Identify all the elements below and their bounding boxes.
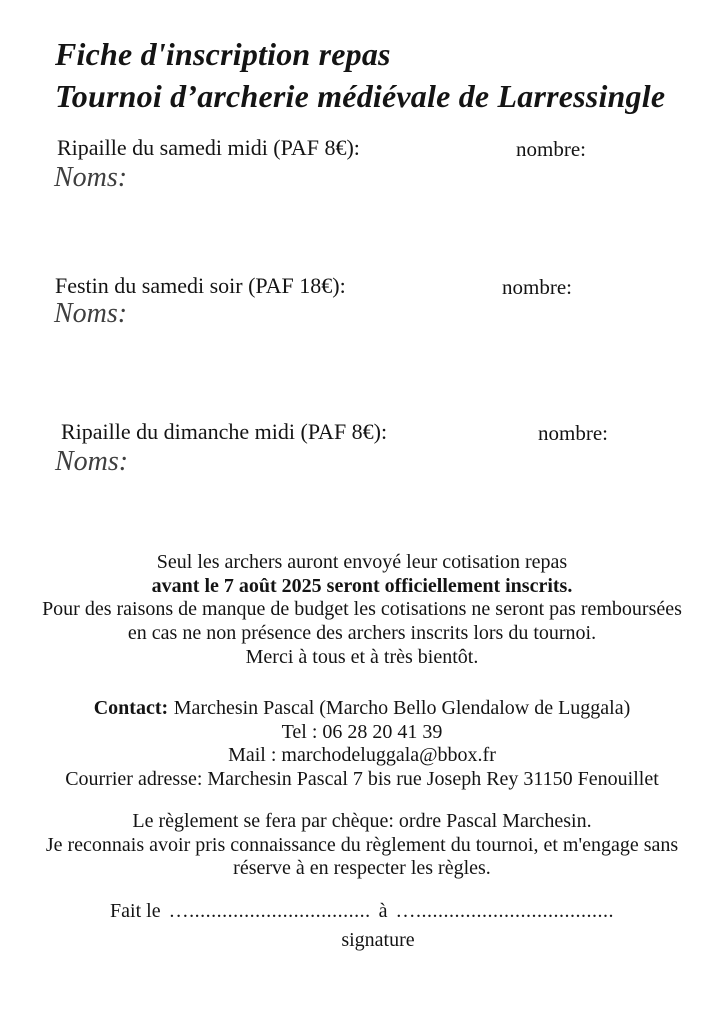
count-write-area[interactable] xyxy=(585,135,700,161)
meal-label: Ripaille du samedi midi (PAF 8€): xyxy=(57,135,360,160)
meal-label: Ripaille du dimanche midi (PAF 8€): xyxy=(61,419,388,444)
names-label: Noms: xyxy=(55,446,129,477)
names-write-area[interactable] xyxy=(132,165,697,243)
count-label: nombre: xyxy=(538,421,608,445)
document-title-line2: Tournoi d’archerie médiévale de Larressingle xyxy=(55,78,666,114)
payment-line-1: Le règlement se fera par chèque: ordre Pascal Marchesin. xyxy=(132,810,592,832)
meal-section-saturday-lunch xyxy=(0,135,724,273)
fait-le-label: Fait le xyxy=(110,900,161,922)
count-write-area[interactable] xyxy=(571,273,686,299)
count-label: nombre: xyxy=(502,275,572,299)
count-label: nombre: xyxy=(516,137,586,161)
names-label: Noms: xyxy=(54,162,128,193)
a-label: à xyxy=(378,900,388,922)
contact-name: Marchesin Pascal (Marcho Bello Glendalow de Luggala) xyxy=(173,697,631,719)
document-title xyxy=(55,33,665,117)
notice-line-2-deadline: avant le 7 août 2025 seront officiellement inscrits. xyxy=(151,574,573,597)
notice-line-1: Seul les archers auront envoyé leur cotisation repas xyxy=(156,551,568,573)
document-title-line1: Fiche d'inscription repas xyxy=(55,36,391,72)
payment-line-2: Je reconnais avoir pris connaissance du règlement du tournoi, et m'engage sans xyxy=(45,833,679,856)
names-write-area[interactable] xyxy=(132,303,697,381)
count-write-area[interactable] xyxy=(607,419,722,445)
signature-caption: signature xyxy=(341,929,415,951)
contact-line xyxy=(0,697,724,721)
meal-label: Festin du samedi soir (PAF 18€): xyxy=(55,273,346,298)
contact-label: Contact: xyxy=(93,697,169,719)
contact-email: Mail : marchodeluggala@bbox.fr xyxy=(228,744,496,767)
contact-postal-address: Courrier adresse: Marchesin Pascal 7 bis rue Joseph Rey 31150 Fenouillet xyxy=(65,768,659,791)
notice-line-4: en cas ne non présence des archers inscrits lors du tournoi. xyxy=(127,622,597,645)
meal-section-saturday-dinner xyxy=(0,273,724,419)
signature-write-area[interactable] xyxy=(250,955,510,1015)
contact-phone: Tel : 06 28 20 41 39 xyxy=(281,720,443,743)
contact-block xyxy=(0,697,724,792)
meal-section-sunday-lunch xyxy=(0,419,724,549)
date-place-line xyxy=(0,899,724,923)
place-dotted-blank[interactable]: ….................................... xyxy=(395,900,614,922)
notice-paragraph xyxy=(0,551,724,670)
date-dotted-blank[interactable]: …................................. xyxy=(168,900,371,922)
payment-rules-block xyxy=(0,810,724,881)
names-label: Noms: xyxy=(54,298,128,329)
payment-line-3: réserve à en respecter les règles. xyxy=(233,857,491,880)
names-write-area[interactable] xyxy=(132,449,697,527)
notice-line-5: Merci à tous et à très bientôt. xyxy=(245,645,479,668)
notice-line-3: Pour des raisons de manque de budget les cotisations ne seront pas remboursées xyxy=(42,598,682,621)
